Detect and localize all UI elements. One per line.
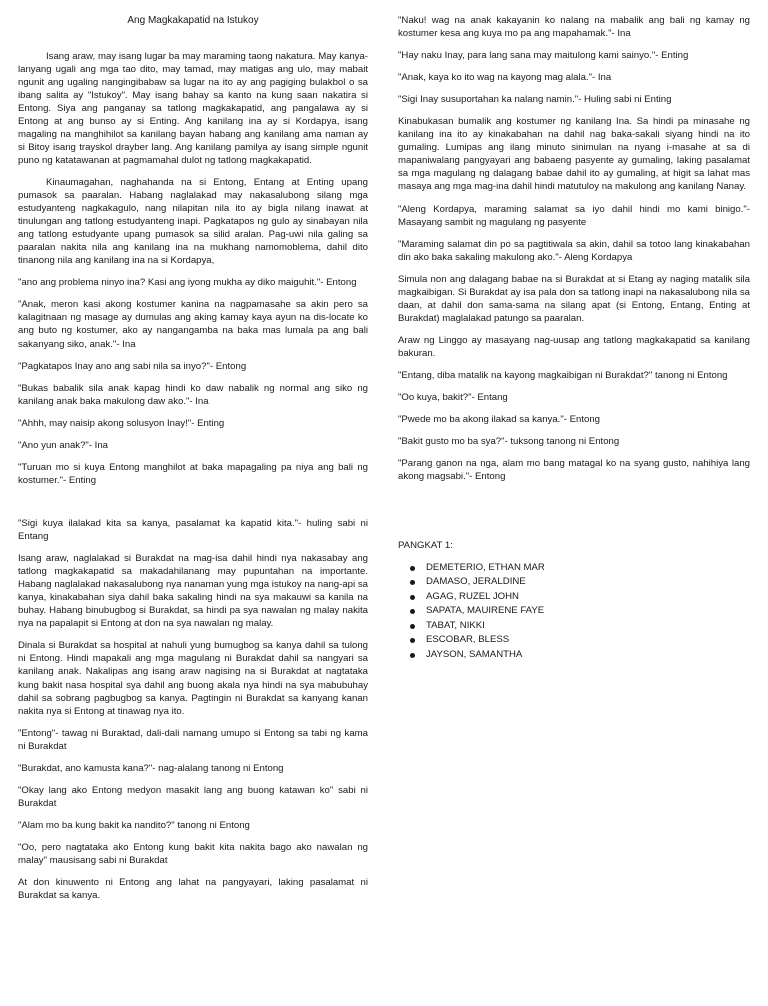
page-2-body bbox=[398, 14, 750, 483]
paragraph: "Anak, meron kasi akong kostumer kanina na nagpamasahe sa akin pero sa kalagitnaan ng masage ay dumulas ang aking kamay kaya ayun na dis-locate ko ang buto ng kostumer, ako ay nangangamba na baka mas lumala pa ang bali sakanyang siko, anak."- Ina bbox=[18, 299, 368, 350]
group-member: JAYSON, SAMANTHA bbox=[410, 649, 750, 662]
group-label: PANGKAT 1: bbox=[398, 540, 453, 551]
page-3-body bbox=[18, 517, 368, 902]
paragraph: "Pagkatapos Inay ano ang sabi nila sa inyo?"- Entong bbox=[18, 360, 247, 372]
paragraph: "Ahhh, may naisip akong solusyon Inay!"- Enting bbox=[18, 417, 225, 429]
paragraph: "Maraming salamat din po sa pagtitiwala sa akin, dahil sa totoo lang kinakabahan din ako baka sakaling makulong ako."- Aleng Kordapya bbox=[398, 238, 750, 263]
page-1 bbox=[18, 14, 368, 496]
paragraph: Simula non ang dalagang babae na si Burakdat at si Etang ay naging matalik sila magkaibigan. Si Burakdat ay isa pala don sa tatlong inapi na nakasalubong nila sa daan, at dahil don sama-sama na silang apat (si Entong, Entang, Enting at Burakdat) maglalakad patungo sa paaralan. bbox=[398, 273, 750, 324]
paragraph: "Okay lang ako Entong medyon masakit lang ang buong katawan ko" sabi ni Burakdat bbox=[18, 784, 368, 809]
group-member: ESCOBAR, BLESS bbox=[410, 634, 750, 647]
paragraph: "Sigi Inay susuportahan ka nalang namin."- Huling sabi ni Enting bbox=[398, 94, 672, 106]
group-member: TABAT, NIKKI bbox=[410, 620, 750, 633]
document-title: Ang Magkakapatid na Istukoy bbox=[127, 15, 259, 26]
paragraph: "Oo, pero nagtataka ako Entong kung bakit kita nakita bago ako nawalan ng malay" mausisang sabi ni Burakdat bbox=[18, 841, 368, 866]
paragraph: Kinaumagahan, naghahanda na si Entong, Entang at Enting upang pumasok sa paaralan. Habang naglalakad may nakasalubong silang mga estudyanteng nagkakagulo, nang nilapitan nila ito ay bigla nilang inawat at tinulungan ang tatlong estudyanteng inapi. Pagkatapos ng gulo ay sinabayan nila ang tatlong estudyante upang pumasok sa silid aralan. Pag-uwi nila galing sa paaralan nakita nila ang kanilang ina na mukhang namomoblema, dahil dito tinanong nila ang kanilang ina na si Kordapya, bbox=[18, 177, 368, 267]
paragraph: Dinala si Burakdat sa hospital at nahuli yung bumugbog sa kanya dahil sa tulong ni Entong. Hindi mapakali ang mga magulang ni Burakdat dahil sa nangyari sa kanilang anak. Nakalipas ang isang araw nagising na si Burakdat at nagtataka kung bakit nasa hospital sya dahil ang buong akala nya hindi na sya mabubuhay dahil sa sobrang pagbugbog sa kanya. Pagtingin ni Burakdat sa kanyang kanan nakita nya si Entong at tinawag nya ito. bbox=[18, 640, 368, 717]
paragraph: Isang araw, may isang lugar ba may maraming taong nakatura. May kanya-lanyang ugali ang mga tao dito, may tamad, may matigas ang ulo, may mabait ngunit ang ugaling nangingibabaw sa lugar na ito ay ang pagiging bulakbol o sa ibang salita ay "Istukoy". May isang bahay sa kanto na kung saan nakatira si Entong. Siya ang panganay sa tatlong magkakapatid, ang pangalawa ay si Entong at ang bunso ay si Enting. Ang kanilang ina ay si Kordapya, isang magaling na manghihilot sa kanilang bayan habang ang kanilang ama naman ay si Bitoy isang trayskol drayber lang. Ang kanilang pamilya ay isang simple ngunit puno ng katatawanan at pagmamahal dulot ng tatlong magkakapatid. bbox=[18, 50, 368, 166]
paragraph: Araw ng Linggo ay masayang nag-uusap ang tatlong magkakapatid sa kanilang bakuran. bbox=[398, 334, 750, 359]
paragraph: "Alam mo ba kung bakit ka nandito?" tanong ni Entong bbox=[18, 819, 250, 831]
paragraph: "Burakdat, ano kamusta kana?"- nag-alalang tanong ni Entong bbox=[18, 762, 284, 774]
paragraph: "Bukas babalik sila anak kapag hindi ko daw nabalik ng normal ang siko ng kanilang anak baka makulong daw ako."- Ina bbox=[18, 382, 368, 407]
paragraph: "Turuan mo si kuya Entong manghilot at baka mapagaling pa niya ang bali ng kostumer."- Enting bbox=[18, 461, 368, 486]
paragraph: "Parang ganon na nga, alam mo bang matagal ko na syang gusto, nahihiya lang akong magsabi."- Entong bbox=[398, 458, 750, 483]
paragraph: "Naku! wag na anak kakayanin ko nalang na mabalik ang bali ng kamay ng kostumer kesa ang kuya mo pa ang mapahamak."- Ina bbox=[398, 15, 750, 40]
paragraph: "Pwede mo ba akong ilakad sa kanya."- Entong bbox=[398, 414, 601, 426]
paragraph: At don kinuwento ni Entong ang lahat na pangyayari, laking pasalamat ni Burakdat sa kanya. bbox=[18, 877, 368, 902]
paragraph: "Anak, kaya ko ito wag na kayong mag alala."- Ina bbox=[398, 72, 612, 84]
paragraph: Isang araw, naglalakad si Burakdat na mag-isa dahil hindi nya nakasabay ang tatlong magkakapatid sa makadahilanang may pupuntahan na importante. Habang naglalakad nakasalubong nya nanaman yung mga istukoy na nang-api sa kanya, kinakabahan siya dahil baka sakaling hindi na sya makauwi sa kanila na buhay. Habang binubugbog si Burakdat, sa hindi pa sya nawalan ng malay nakita nya na papalapit si Entong at don na sya nawalan ng malay. bbox=[18, 553, 368, 630]
group-member: DEMETERIO, ETHAN MAR bbox=[410, 562, 750, 575]
group-member: DAMASO, JERALDINE bbox=[410, 576, 750, 589]
page-1-body bbox=[18, 50, 368, 487]
paragraph: "ano ang problema ninyo ina? Kasi ang iyong mukha ay diko maiguhit."- Entong bbox=[18, 277, 357, 289]
page-2 bbox=[398, 14, 750, 492]
paragraph: "Hay naku Inay, para lang sana may maitulong kami sainyo."- Enting bbox=[398, 50, 689, 62]
page-4 bbox=[398, 539, 750, 663]
paragraph: "Aleng Kordapya, maraming salamat sa iyo dahil hindi mo kami binigo."- Masayang sambit ng magulang ng pasyente bbox=[398, 203, 750, 228]
paragraph: "Entang, diba matalik na kayong magkaibigan ni Burakdat?" tanong ni Entong bbox=[398, 369, 728, 381]
group-member: SAPATA, MAUIRENE FAYE bbox=[410, 605, 750, 618]
paragraph: "Sigi kuya ilalakad kita sa kanya, pasalamat ka kapatid kita."- huling sabi ni Entang bbox=[18, 518, 368, 543]
page-3 bbox=[18, 517, 368, 911]
group-member: AGAG, RUZEL JOHN bbox=[410, 591, 750, 604]
paragraph: "Oo kuya, bakit?"- Entang bbox=[398, 392, 508, 404]
paragraph: "Bakit gusto mo ba sya?"- tuksong tanong ni Entong bbox=[398, 436, 620, 448]
paragraph: "Ano yun anak?"- Ina bbox=[18, 439, 109, 451]
paragraph: Kinabukasan bumalik ang kostumer ng kanilang Ina. Sa hindi pa minasahe ng kanilang ina ito ay kinakabahan na dahil nag baka-sakali siyang hindi na ito gumaling. Lumipas ang ilang minuto sinimulan na nyang i-masahe at sa di mapaniwalang pangyayari ang babaeng pasyente ay gumaling, laking pasalamat sa mga magulang ng dalagang babae dahil ito ay gumaling, at higit sa lahat mas masaya ang mga mag-ina dahil hindi matutuloy na makulong ang kanilang Nanay. bbox=[398, 116, 750, 193]
group-member-list bbox=[398, 562, 750, 662]
paragraph: "Entong"- tawag ni Buraktad, dali-dali namang umupo si Entong sa tabi ng kama ni Burakdat bbox=[18, 727, 368, 752]
